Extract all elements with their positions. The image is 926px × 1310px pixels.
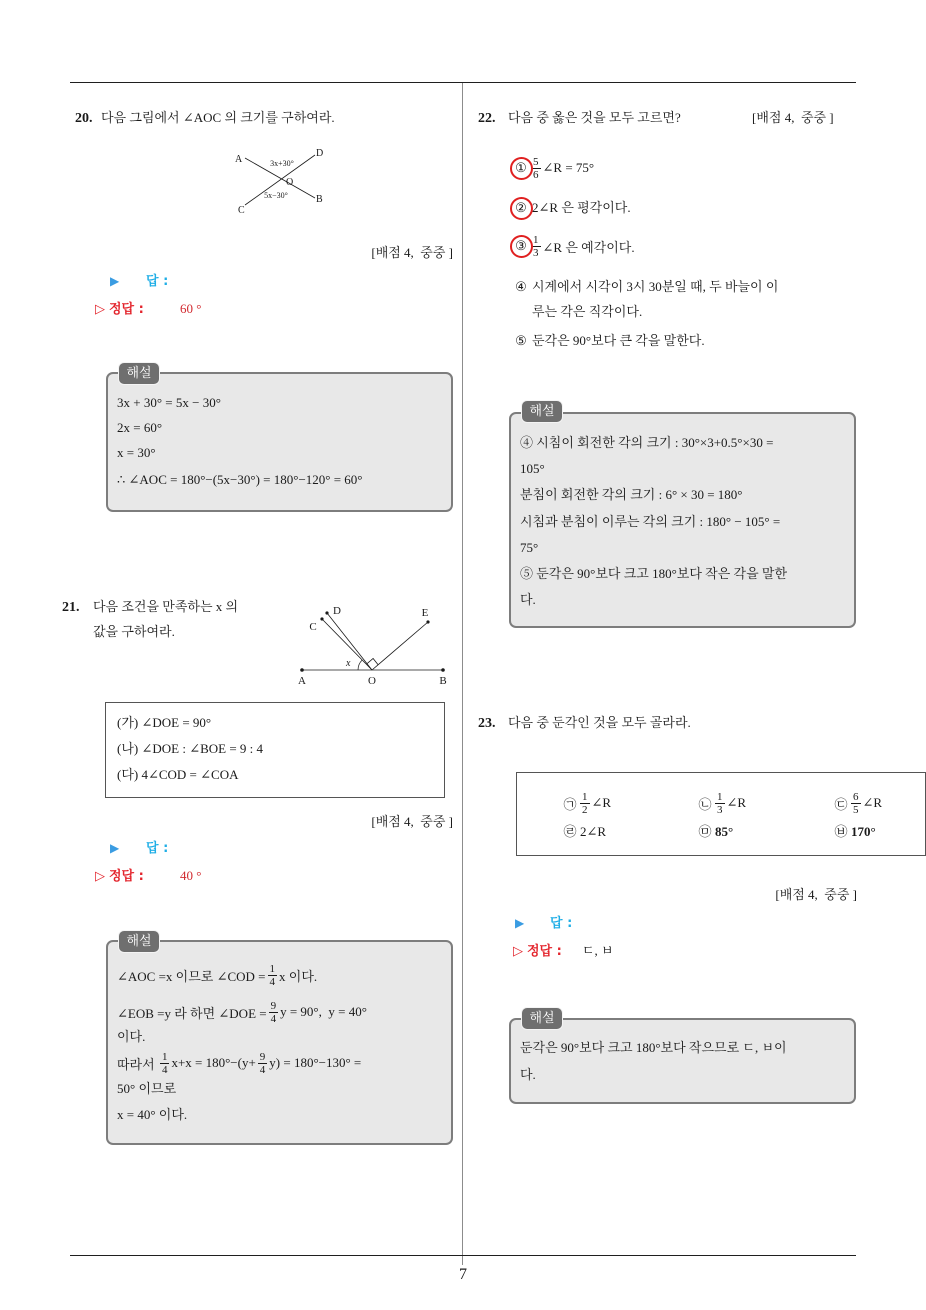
fraction <box>851 791 861 816</box>
selected-option-ring <box>510 235 533 258</box>
correct-answer-label: ▷ 정답 : <box>513 944 562 959</box>
explanation-line: x = 40° 이다. <box>117 1107 188 1122</box>
choice-mark: ㉥ <box>834 824 848 839</box>
choice-mark: ㉠ <box>563 796 577 812</box>
choice-item: ㉡ $\frac{1}{3}$ ∠R <box>698 790 747 816</box>
explanation-tab: 해설 <box>118 930 160 953</box>
correct-arrow-icon: ▷ <box>95 302 105 317</box>
correct-answer-value: 60 ° <box>180 301 202 316</box>
numerator: 1 <box>269 962 276 975</box>
correct-answer-value: ㄷ, ㅂ <box>582 943 614 958</box>
explanation-line: 다. <box>520 592 536 607</box>
point-c <box>320 617 323 620</box>
denominator: 5 <box>853 803 859 816</box>
fraction <box>580 791 590 816</box>
point-a <box>300 668 304 672</box>
question-text: 다음 중 옳은 것을 모두 고르면? <box>508 110 681 125</box>
condition-item: (가) ∠DOE = 90° <box>117 715 212 730</box>
explanation-box <box>509 1018 856 1104</box>
question-number: 22. <box>478 111 496 126</box>
ray-oe <box>372 622 428 670</box>
choice-item: ㉤ 85° <box>698 824 734 839</box>
explanation-tab: 해설 <box>521 1007 563 1030</box>
question-text: 다음 중 둔각인 것을 모두 골라라. <box>508 715 691 730</box>
selected-option-ring <box>510 157 533 180</box>
question-20 <box>75 109 335 127</box>
label-a: A <box>235 154 243 165</box>
option-4: ④ 시계에서 시각이 3시 30분일 때, 두 바늘이 이 <box>513 278 778 296</box>
label-c: C <box>309 621 317 633</box>
label-c: C <box>238 205 245 216</box>
question-23 <box>478 714 691 732</box>
column-divider <box>462 83 463 1265</box>
explanation-line: 50° 이므로 <box>117 1081 177 1096</box>
denominator: 3 <box>533 246 539 259</box>
option-mark: ② <box>515 200 527 215</box>
question-number: 23. <box>478 716 496 731</box>
explanation-line: 2x = 60° <box>117 420 163 435</box>
score-tag: [배점 4, 중중 ] <box>752 110 834 125</box>
answer-arrow-icon: ▶ <box>110 274 120 288</box>
fraction <box>160 1051 170 1076</box>
choice-mark: ㉡ <box>698 796 712 812</box>
numerator: 1 <box>161 1050 168 1063</box>
explanation-line: 둔각은 90°보다 크고 180°보다 작으므로 ㄷ, ㅂ이 <box>520 1040 787 1055</box>
correct-answer-label: ▷ 정답 : <box>95 869 144 884</box>
fraction <box>268 963 278 988</box>
choice-item: ㉢ $\frac{6}{5}$ ∠R <box>834 790 883 816</box>
answer-label: 답 : <box>146 274 169 289</box>
explanation-line: ④ 시침이 회전한 각의 크기 : 30°×3+0.5°×30 = <box>520 435 774 450</box>
explanation-line: 75° <box>520 540 539 555</box>
denominator: 6 <box>533 168 539 181</box>
option-2: ② 2∠R 은 평각이다. <box>513 199 631 217</box>
correct-answer-value: 40 ° <box>180 868 202 883</box>
selected-option-ring <box>510 197 533 220</box>
label-b: B <box>439 675 447 687</box>
answer-label: 답 : <box>146 841 169 856</box>
fraction <box>269 1000 279 1025</box>
correct-answer-label: ▷ 정답 : <box>95 302 144 317</box>
label-x: x <box>346 658 351 669</box>
label-d: D <box>333 605 341 617</box>
bottom-rule <box>70 1255 856 1256</box>
option-mark: ④ <box>515 279 527 294</box>
option-4-continued: 루는 각은 직각이다. <box>532 304 643 319</box>
top-rule <box>70 82 856 83</box>
angle-x-arc <box>358 660 362 670</box>
explanation-line: 분침이 회전한 각의 크기 : 6° × 30 = 180° <box>520 487 743 502</box>
numerator: 1 <box>582 790 588 803</box>
answer-arrow-icon: ▶ <box>515 916 525 930</box>
question-number: 21. <box>62 600 80 615</box>
denominator: 2 <box>582 803 588 816</box>
choice-item: ㉣ 2∠R <box>563 824 607 839</box>
numerator: 9 <box>259 1050 266 1063</box>
q21-figure-angles <box>290 598 455 690</box>
question-21 <box>62 598 238 616</box>
choice-item: ㉥ 170° <box>834 824 876 839</box>
option-5: ⑤ 둔각은 90°보다 큰 각을 말한다. <box>513 332 705 350</box>
correct-arrow-icon: ▷ <box>513 944 523 959</box>
choice-item: ㉠ $\frac{1}{2}$ ∠R <box>563 790 612 816</box>
explanation-line: ∠AOC =x 이므로 ∠COD = $\frac{1}{4}$ x 이다. <box>117 962 318 988</box>
question-text: 다음 그림에서 ∠AOC 의 크기를 구하여라. <box>101 110 335 125</box>
point-b <box>441 668 445 672</box>
answer-label: 답 : <box>550 916 573 931</box>
denominator: 3 <box>717 803 723 816</box>
fraction <box>258 1051 268 1076</box>
label-a: A <box>298 675 306 687</box>
option-mark: ① <box>515 160 527 175</box>
answer-arrow-icon: ▶ <box>110 841 120 855</box>
explanation-line: x = 30° <box>117 445 156 460</box>
score-tag: [배점 4, 중중 ] <box>775 887 857 902</box>
correct-arrow-icon: ▷ <box>95 869 105 884</box>
denominator: 4 <box>259 1063 266 1076</box>
fraction <box>715 791 725 816</box>
explanation-line: 다. <box>520 1067 536 1082</box>
denominator: 4 <box>269 975 276 988</box>
right-angle-mark <box>367 659 378 665</box>
condition-item: (나) ∠DOE : ∠BOE = 9 : 4 <box>117 741 264 756</box>
option-1: ① $\frac{5}{6}$ ∠R = 75° <box>513 154 594 182</box>
explanation-tab: 해설 <box>118 362 160 385</box>
condition-item: (다) 4∠COD = ∠COA <box>117 767 239 782</box>
label-top-angle: 3x+30° <box>270 159 294 168</box>
question-number: 20. <box>75 111 93 126</box>
label-b: B <box>316 194 323 205</box>
numerator: 1 <box>717 790 723 803</box>
explanation-line: ∴ ∠AOC = 180°−(5x−30°) = 180°−120° = 60° <box>117 472 363 487</box>
choice-mark: ㉤ <box>698 824 712 839</box>
label-e: E <box>421 607 429 619</box>
numerator: 5 <box>533 155 539 168</box>
page-number: 7 <box>459 1266 467 1283</box>
q20-figure-intersecting-lines <box>230 143 330 217</box>
option-mark: ⑤ <box>515 333 527 348</box>
question-text-continued: 값을 구하여라. <box>93 624 175 639</box>
numerator: 1 <box>533 233 539 246</box>
option-3: ③ $\frac{1}{3}$ ∠R 은 예각이다. <box>513 232 635 260</box>
explanation-box <box>106 372 453 512</box>
explanation-line: ∠EOB =y 라 하면 ∠DOE = $\frac{9}{4}$ y = 90°, y = 40° <box>117 999 367 1025</box>
explanation-line: 시침과 분침이 이루는 각의 크기 : 180° − 105° = <box>520 514 781 529</box>
explanation-line: 3x + 30° = 5x − 30° <box>117 395 221 410</box>
score-tag: [배점 4, 중중 ] <box>371 245 453 260</box>
numerator: 6 <box>853 790 859 803</box>
label-bottom-angle: 5x−30° <box>264 191 288 200</box>
score-tag: [배점 4, 중중 ] <box>371 814 453 829</box>
point-d <box>325 611 328 614</box>
explanation-tab: 해설 <box>521 400 563 423</box>
question-22 <box>478 109 681 127</box>
choice-mark: ㉣ <box>563 824 577 839</box>
explanation-line: 105° <box>520 461 545 476</box>
numerator: 9 <box>270 999 277 1012</box>
label-o: O <box>286 177 294 188</box>
explanation-line: 이다. <box>117 1029 146 1044</box>
label-d: D <box>316 148 324 159</box>
label-o: O <box>368 675 376 687</box>
denominator: 4 <box>161 1063 168 1076</box>
question-text: 다음 조건을 만족하는 x 의 <box>93 599 239 614</box>
denominator: 4 <box>270 1012 277 1025</box>
choice-mark: ㉢ <box>834 796 848 812</box>
explanation-line: 따라서 $\frac{1}{4}$ x+x = 180°−(y+ $\frac{9}{4}$ y) = 180°−130° = <box>117 1050 362 1076</box>
option-mark: ③ <box>515 238 527 253</box>
point-e <box>426 620 429 623</box>
explanation-line: ⑤ 둔각은 90°보다 크고 180°보다 작은 각을 말한 <box>520 566 788 581</box>
